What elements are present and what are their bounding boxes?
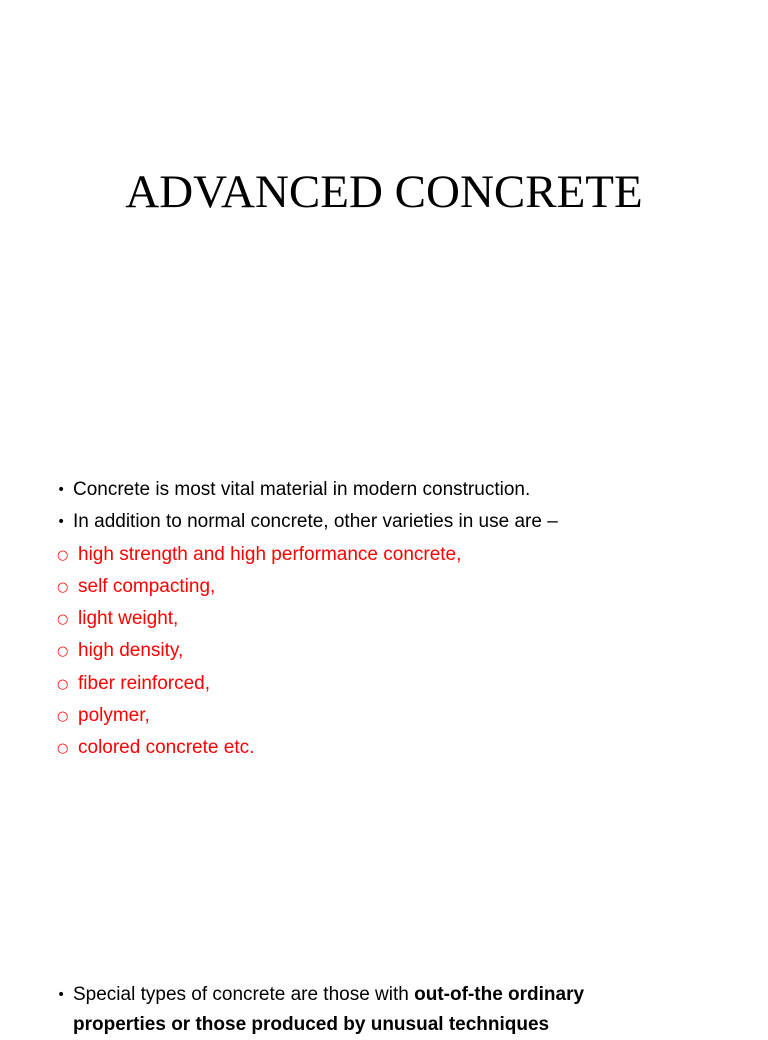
circle-bullet-icon: ○ (57, 709, 69, 725)
special-bold-text-continued: properties or those produced by unusual techniques (73, 1014, 550, 1035)
bullet-icon: • (57, 482, 66, 498)
bullet-icon: • (57, 987, 66, 1003)
special-bold-text: out-of-the ordinary (414, 984, 585, 1005)
circle-bullet-icon: ○ (57, 741, 69, 757)
special-text: Special types of concrete are those with (73, 984, 415, 1005)
special-bullet-list (57, 980, 757, 1040)
page-title: ADVANCED CONCRETE (125, 166, 643, 218)
bullet-icon: • (57, 514, 66, 531)
list-item (57, 980, 757, 1040)
circle-bullet-icon: ○ (57, 644, 69, 660)
variety-item (57, 539, 757, 571)
variety-text: polymer, (78, 705, 150, 727)
circle-bullet-icon: ○ (57, 579, 69, 595)
circle-bullet-icon: ○ (57, 547, 69, 563)
variety-text: high density, (78, 640, 184, 662)
list-item-text: In addition to normal concrete, other varieties in use are – (73, 511, 558, 533)
variety-item (57, 668, 757, 700)
circle-bullet-icon: ○ (57, 676, 69, 692)
variety-item (57, 732, 757, 764)
list-item (57, 474, 757, 506)
variety-item (57, 571, 757, 603)
variety-text: light weight, (78, 608, 179, 630)
variety-item (57, 700, 757, 732)
variety-text: high strength and high performance concrete, (78, 543, 462, 565)
circle-bullet-icon: ○ (57, 612, 69, 628)
variety-text: self compacting, (78, 575, 216, 597)
list-item-text: Concrete is most vital material in modern construction. (73, 479, 531, 500)
variety-item (57, 635, 757, 667)
variety-text: colored concrete etc. (78, 737, 255, 759)
intro-bullet-list (57, 474, 757, 765)
variety-item (57, 603, 757, 635)
list-item (57, 506, 757, 538)
variety-text: fiber reinforced, (78, 672, 211, 694)
